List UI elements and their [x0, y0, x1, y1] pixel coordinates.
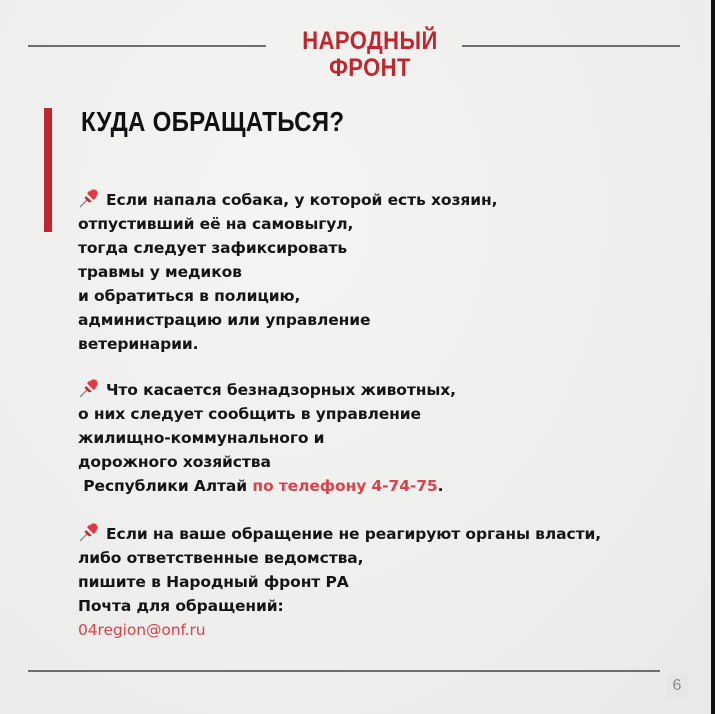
right-edge-border [711, 0, 715, 714]
text-line: либо ответственные ведомства, [78, 549, 364, 567]
text-line: администрацию или управление [78, 311, 371, 329]
section-dog-owner [78, 188, 497, 356]
footer-divider [28, 670, 660, 672]
text-line: отпустивший её на самовыгул, [78, 215, 354, 233]
text-line: травмы у медиков [78, 263, 242, 281]
text-line-content: Если напала собака, у которой есть хозяин, [106, 191, 498, 209]
text-line-content: Если на ваше обращение не реагируют органы власти, [106, 525, 601, 543]
text-line-content: Что касается безнадзорных животных, [106, 381, 456, 399]
text-line: ветеринарии. [78, 335, 199, 353]
text-line [78, 474, 456, 498]
page-title: КУДА ОБРАЩАТЬСЯ? [81, 106, 345, 137]
brand-logo-text [282, 28, 458, 82]
pushpin-icon [78, 522, 100, 542]
pushpin-icon [78, 378, 100, 398]
text-line [78, 188, 497, 212]
text-line: тогда следует зафиксировать [78, 239, 348, 257]
text-line-content: Республики Алтай [78, 477, 253, 495]
punctuation: . [437, 477, 444, 495]
phone-number[interactable]: по телефону 4-74-75 [252, 477, 438, 495]
text-line [78, 378, 456, 402]
page-number: 6 [666, 674, 688, 698]
text-line: о них следует сообщить в управление [78, 405, 421, 423]
accent-bar [44, 108, 52, 232]
text-line [78, 522, 601, 546]
text-line: пишите в Народный фронт РА [78, 573, 349, 591]
email-link[interactable]: 04region@onf.ru [78, 621, 206, 639]
brand-line-2: ФРОНТ [329, 54, 411, 82]
pushpin-icon [78, 188, 100, 208]
text-line: Почта для обращений: [78, 597, 284, 615]
brand-line-1: НАРОДНЫЙ [302, 27, 438, 55]
section-contact-onf [78, 522, 601, 642]
header-divider-right [462, 45, 680, 47]
text-line: жилищно-коммунального и [78, 429, 325, 447]
text-line: и обратиться в полицию, [78, 287, 301, 305]
section-stray-animals [78, 378, 456, 498]
text-line: дорожного хозяйства [78, 453, 271, 471]
header-divider-left [28, 45, 266, 47]
